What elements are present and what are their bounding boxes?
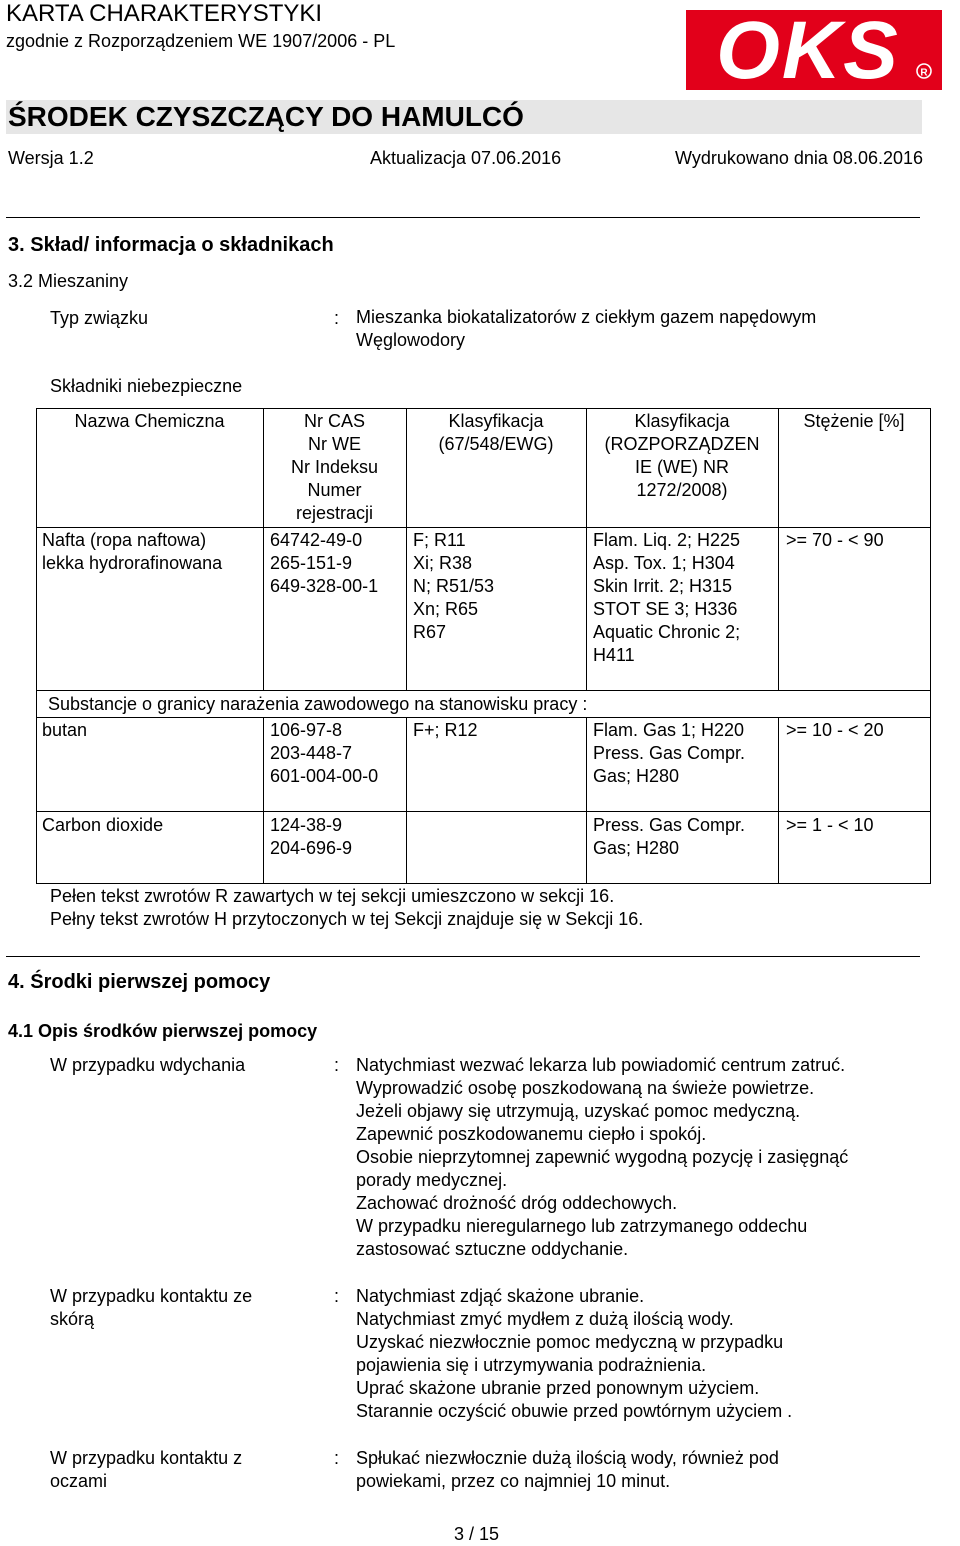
table-row-name: Carbon dioxide	[42, 815, 164, 835]
table-row-name: butan	[42, 720, 88, 740]
page-number: 3 / 15	[454, 1524, 500, 1544]
col-header-ids: Nr CAS Nr WE Nr Indeksu Numer rejestracji	[290, 411, 379, 523]
version: Wersja 1.2	[8, 148, 94, 168]
table-line	[586, 717, 587, 883]
table-row-ids: 106-97-8 203-448-7 601-004-00-0	[270, 720, 379, 786]
table-line	[406, 717, 407, 883]
table-line	[36, 717, 931, 718]
table-line	[36, 690, 931, 691]
first-aid-inhalation-label: W przypadku wdychania	[50, 1055, 246, 1075]
section4-heading: 4. Środki pierwszej pomocy	[8, 971, 271, 993]
table-line	[263, 717, 264, 883]
section4-1-heading: 4.1 Opis środków pierwszej pomocy	[8, 1021, 318, 1041]
svg-text:R: R	[920, 67, 928, 79]
section-divider	[6, 956, 920, 957]
section3-heading: 3. Skład/ informacja o składnikach	[8, 234, 334, 256]
first-aid-colon: :	[334, 1286, 340, 1306]
type-value: Mieszanka biokatalizatorów z ciekłym gazem napędowym Węglowodory	[356, 307, 817, 350]
first-aid-colon: :	[334, 1055, 340, 1075]
table-row-class-eec: F; R11 Xi; R38 N; R51/53 Xn; R65 R67	[413, 530, 495, 642]
hazardous-components-heading: Składniki niebezpieczne	[50, 376, 243, 396]
table-line	[36, 883, 931, 884]
col-header-concentration: Stężenie [%]	[803, 411, 905, 431]
r-phrases-note: Pełen tekst zwrotów R zawartych w tej sekcji umieszczono w sekcji 16.	[50, 886, 615, 906]
table-row-ids: 64742-49-0 265-151-9 649-328-00-1	[270, 530, 379, 596]
print-date: Wydrukowano dnia 08.06.2016	[675, 148, 924, 168]
table-line	[36, 408, 931, 409]
oks-logo	[686, 10, 942, 90]
first-aid-eyes-label: W przypadku kontaktu z oczami	[50, 1448, 243, 1491]
update-date: Aktualizacja 07.06.2016	[370, 148, 562, 168]
h-phrases-note: Pełny tekst zwrotów H przytoczonych w tej Sekcji znajduje się w Sekcji 16.	[50, 909, 644, 929]
col-header-class-eec: Klasyfikacja (67/548/EWG)	[438, 411, 554, 454]
table-row-concentration: >= 10 - < 20	[786, 720, 884, 740]
first-aid-eyes-text: Spłukać niezwłocznie dużą ilością wody, również pod powiekami, przez co najmniej 10 minut.	[356, 1448, 779, 1491]
section3-2-heading: 3.2 Mieszaniny	[8, 271, 129, 291]
table-line	[930, 408, 931, 884]
table-line	[36, 527, 931, 528]
first-aid-colon: :	[334, 1448, 340, 1468]
table-line	[778, 408, 779, 690]
header-divider	[6, 217, 920, 218]
table-row-class-clp: Press. Gas Compr. Gas; H280	[593, 815, 746, 858]
type-label: Typ związku	[50, 308, 149, 328]
type-colon: :	[334, 308, 340, 328]
col-header-name: Nazwa Chemiczna	[74, 411, 225, 431]
col-header-class-clp: Klasyfikacja (ROZPORZĄDZEN IE (WE) NR 1272/2008)	[604, 411, 760, 500]
first-aid-skin-label: W przypadku kontaktu ze skórą	[50, 1286, 253, 1329]
table-line	[778, 717, 779, 883]
regulation-subtitle: zgodnie z Rozporządzeniem WE 1907/2006 - PL	[6, 31, 396, 51]
table-row-class-clp: Flam. Gas 1; H220 Press. Gas Compr. Gas; H280	[593, 720, 746, 786]
first-aid-inhalation-text: Natychmiast wezwać lekarza lub powiadomić centrum zatruć. Wyprowadzić osobę poszkodowaną na świeże powietrze. Jeżeli objawy się utrzymują, uzyskać pomoc medyczną. Zapewnić poszkodowanemu ciepło i spokój. Osobie nieprzytomnej zapewnić wygodną pozycję i zasięgnąć porady medycznej. Zachować drożność dróg oddechowych. W przypadku nieregularnego lub zatrzymanego oddechu zastosować sztuczne oddychanie.	[356, 1055, 849, 1259]
table-row-concentration: >= 1 - < 10	[786, 815, 874, 835]
table-row-concentration: >= 70 - < 90	[786, 530, 884, 550]
product-name: ŚRODEK CZYSZCZĄCY DO HAMULCÓ	[8, 101, 524, 132]
document-title: KARTA CHARAKTERYSTYKI	[6, 0, 323, 27]
table-row-class-clp: Flam. Liq. 2; H225 Asp. Tox. 1; H304 Skin Irrit. 2; H315 STOT SE 3; H336 Aquatic Chronic 2; H411	[593, 530, 741, 665]
table-row-class-eec: F+; R12	[413, 720, 478, 740]
logo-text: OKS	[716, 10, 900, 90]
table-row-ids: 124-38-9 204-696-9	[270, 815, 353, 858]
table-row-name: Nafta (ropa naftowa) lekka hydrorafinowana	[42, 530, 223, 573]
table-line	[36, 811, 931, 812]
table-line	[36, 408, 37, 884]
first-aid-skin-text: Natychmiast zdjąć skażone ubranie. Natychmiast zmyć mydłem z dużą ilością wody. Uzyskać niezwłocznie pomoc medyczną w przypadku pojawienia się i utrzymywania podrażnienia. Uprać skażone ubranie przed ponownym użyciem. Starannie oczyścić obuwie przed powtórnym użyciem .	[356, 1286, 793, 1421]
exposure-limits-label: Substancje o granicy narażenia zawodowego na stanowisku pracy :	[48, 694, 588, 714]
